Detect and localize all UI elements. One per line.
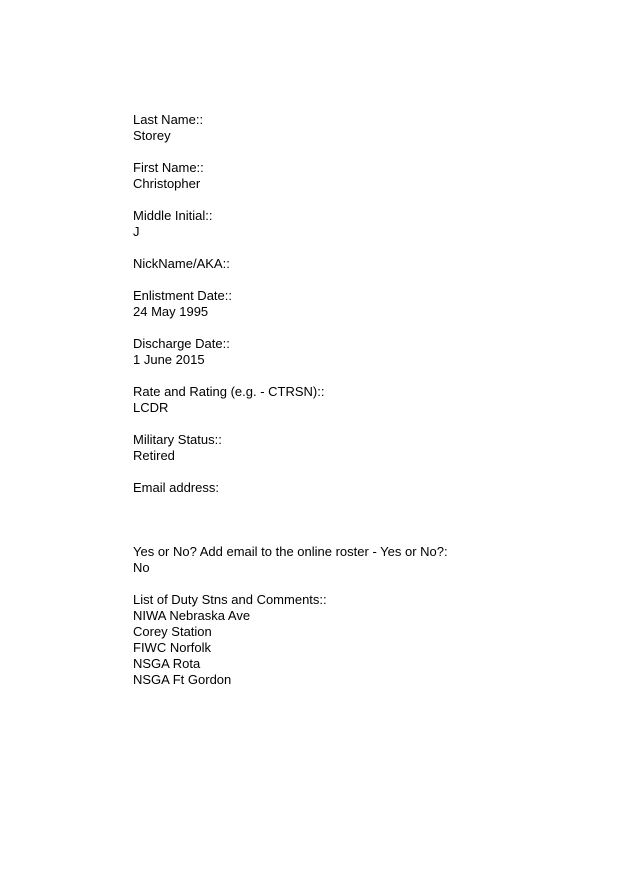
duty-station-item: NSGA Rota [133,656,201,671]
duty-station-item: NIWA Nebraska Ave [133,608,251,623]
field-label: Rate and Rating (e.g. - CTRSN):: [133,384,325,399]
field-first-name [133,160,613,192]
field-roster-opt-in [133,544,613,576]
field-value: 1 June 2015 [133,352,205,367]
field-nickname [133,256,613,272]
field-label: Discharge Date:: [133,336,230,351]
field-label: Last Name:: [133,112,204,127]
field-label: Middle Initial:: [133,208,213,223]
field-middle-initial [133,208,613,240]
field-enlistment-date [133,288,613,320]
field-label: First Name:: [133,160,204,175]
duty-station-item: FIWC Norfolk [133,640,211,655]
field-value: Christopher [133,176,201,191]
field-military-status [133,432,613,464]
field-label: List of Duty Stns and Comments:: [133,592,327,607]
field-duty-stations [133,592,613,688]
field-label: Yes or No? Add email to the online roster - Yes or No?: [133,544,448,559]
duty-station-item: Corey Station [133,624,212,639]
field-email [133,480,613,512]
field-value: LCDR [133,400,169,415]
document-body [133,112,613,704]
field-rate-rating [133,384,613,416]
field-label: NickName/AKA:: [133,256,230,271]
field-value: No [133,560,150,575]
field-value [133,496,613,512]
duty-station-item: NSGA Ft Gordon [133,672,232,687]
field-discharge-date [133,336,613,368]
field-last-name [133,112,613,144]
field-value: Storey [133,128,171,143]
field-label: Email address: [133,480,219,495]
field-value: Retired [133,448,175,463]
field-label: Military Status:: [133,432,222,447]
field-value: J [133,224,140,239]
field-value: 24 May 1995 [133,304,209,319]
field-label: Enlistment Date:: [133,288,232,303]
